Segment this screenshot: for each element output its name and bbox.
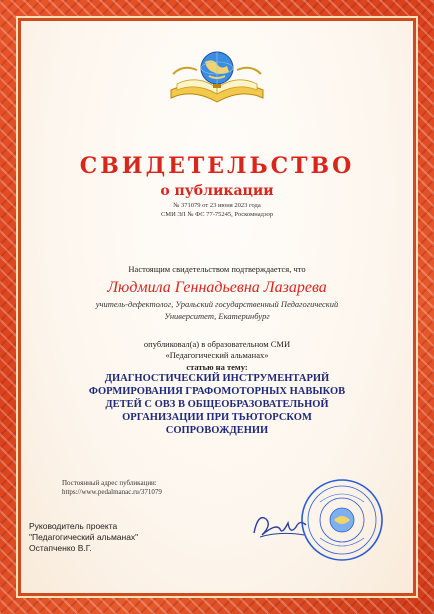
- article-label: статью на тему:: [186, 362, 248, 372]
- media-registration: СМИ ЭЛ № ФС 77-75245, Роскомнадзор: [160, 211, 274, 218]
- confirmation-text: Настоящим свидетельством подтверждается, что: [128, 264, 306, 274]
- globe-book-emblem: [167, 44, 267, 114]
- certificate-title: СВИДЕТЕЛЬСТВО: [79, 153, 355, 179]
- stamp-seal: [300, 478, 384, 562]
- project-head: Руководитель проекта "Педагогический альманах" Остапченко В.Г.: [29, 521, 139, 553]
- publication-statement: опубликовал(а) в образовательном СМИ «Педагогический альманах»: [143, 339, 291, 360]
- article-title: ДИАГНОСТИЧЕСКИЙ ИНСТРУМЕНТАРИЙ ФОРМИРОВАНИЯ ГРАФОМОТОРНЫХ НАВЫКОВ ДЕТЕЙ С ОВЗ В ОБЩЕОБРАЗОВАТЕЛЬНОЙ ОРГАНИЗАЦИИ ПРИ ТЬЮТОРСКОМ СОПРОВОЖДЕНИИ: [88, 373, 346, 436]
- publication-link[interactable]: https://www.pedalmanac.ru/371079: [62, 488, 162, 496]
- publication-address: Постоянный адрес публикации: https://www.pedalmanac.ru/371079: [62, 479, 162, 496]
- certificate-subtitle: о публикации: [160, 183, 274, 199]
- author-name: Людмила Геннадьевна Лазарева: [107, 279, 327, 296]
- author-position: учитель-дефектолог, Уральский государственный Педагогический Университет, Екатеринбург: [95, 299, 339, 321]
- registration-number: № 371079 от 23 июня 2023 года: [173, 202, 261, 209]
